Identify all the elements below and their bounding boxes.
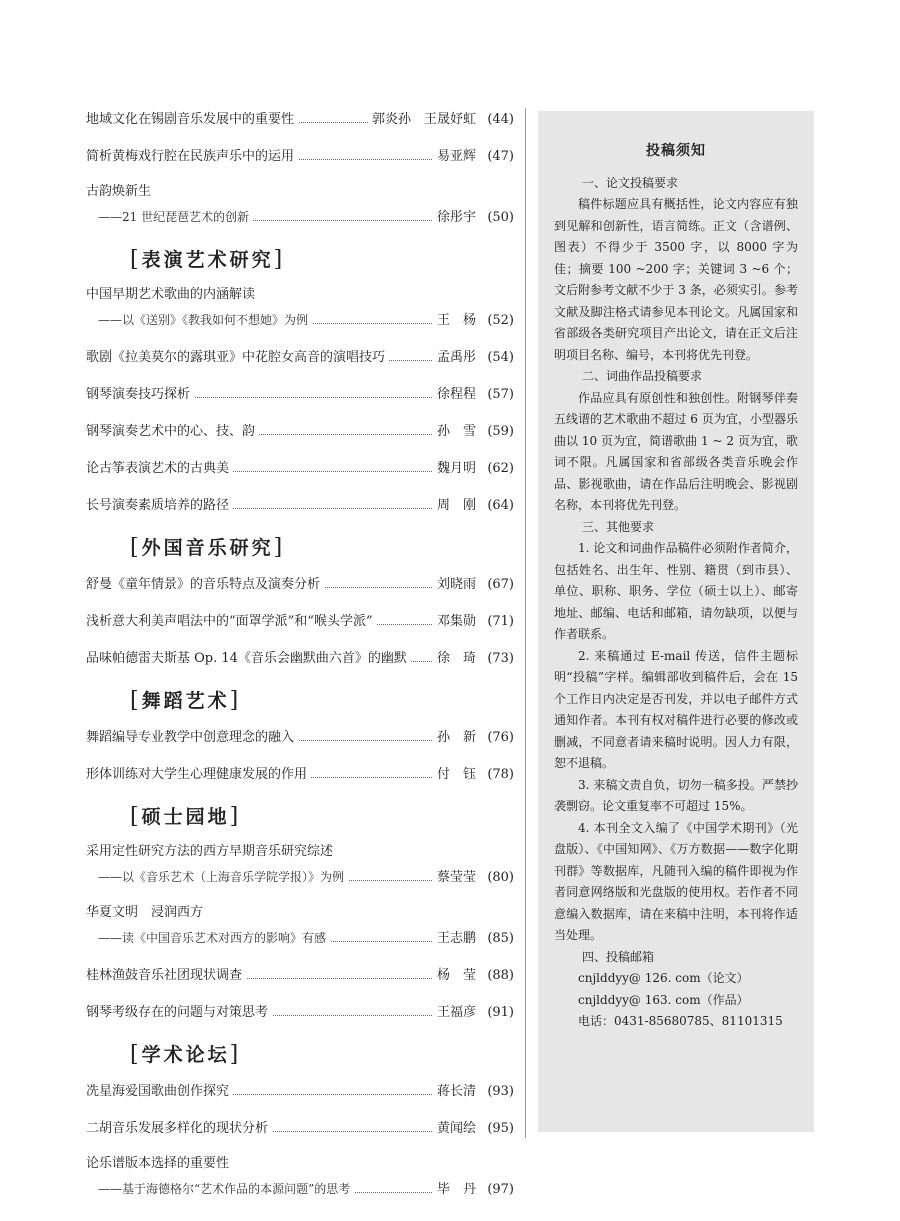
toc-entry	[86, 610, 514, 633]
entry-page-number: (95)	[487, 1121, 514, 1136]
bracket-left: [	[130, 1042, 142, 1067]
notice-body	[554, 173, 798, 1033]
bracket-right: ]	[273, 535, 286, 560]
notice-contact-line: cnjlddyy@ 126. com（论文）	[578, 971, 749, 985]
entry-title: 地域文化在锡剧音乐发展中的重要性	[86, 108, 298, 131]
column-divider	[525, 108, 526, 1138]
notice-paragraph: 作品应具有原创性和独创性。附钢琴伴奏五线谱的艺术歌曲不超过 6 页为宜，小型器乐曲以 10 页为宜，简谱歌曲 1 ~ 2 页为宜，歌词不限。凡属国家和省部级各类音乐晚会作品、影视歌曲，请在作品后注明晚会、影视剧名称，本刊将优先刊登。	[554, 390, 798, 512]
entry-page-number: (47)	[487, 149, 514, 164]
entry-author: 王 杨	[433, 309, 476, 332]
entry-title: ——以《送别》《教我如何不想她》为例	[98, 309, 312, 332]
entry-author: 易亚辉	[433, 145, 476, 168]
section-title: 表演艺术研究	[141, 249, 274, 271]
section-heading	[130, 686, 514, 716]
entry-title: 浅析意大利美声唱法中的“面罩学派”和“喉头学派”	[86, 610, 377, 633]
toc-subtitle-entry	[86, 927, 514, 950]
entry-title: 论古筝表演艺术的古典美	[86, 457, 233, 480]
section-heading	[130, 533, 514, 563]
notice-paragraph: 3. 来稿文责自负，切勿一稿多投。严禁抄袭剽窃。论文重复率不可超过 15%。	[554, 777, 798, 813]
entry-page-number: (80)	[487, 870, 514, 885]
entry-title: ——基于海德格尔“艺术作品的本源问题”的思考	[98, 1178, 354, 1201]
entry-page-number: (57)	[487, 387, 514, 402]
section-heading	[130, 1040, 514, 1070]
notice-section-heading: 二、词曲作品投稿要求	[582, 369, 703, 383]
entry-author: 蔡莹莹	[433, 866, 476, 889]
bracket-left: [	[130, 688, 142, 713]
bracket-right: ]	[229, 1042, 242, 1067]
entry-author: 周 刚	[433, 494, 476, 517]
entry-page-number: (67)	[487, 577, 514, 592]
notice-title: 投稿须知	[646, 143, 706, 159]
toc-entry	[86, 763, 514, 786]
entry-page-number: (73)	[487, 651, 514, 666]
entry-page-number: (93)	[487, 1084, 514, 1099]
toc-entry	[86, 145, 514, 168]
toc-subtitle-entry	[86, 206, 514, 229]
section-title: 舞蹈艺术	[141, 690, 230, 712]
entry-author: 孙 新	[433, 726, 476, 749]
submission-notice-box	[538, 111, 814, 1132]
toc-entry	[86, 1080, 514, 1103]
entry-title: 品味帕德雷夫斯基 Op. 14《音乐会幽默曲六首》的幽默	[86, 647, 411, 670]
entry-title: 桂林渔鼓音乐社团现状调查	[86, 964, 246, 987]
entry-author: 孟禹彤	[433, 346, 476, 369]
notice-section-heading: 四、投稿邮箱	[582, 949, 655, 964]
entry-page-number: (50)	[487, 210, 514, 225]
entry-title: 冼星海爱国歌曲创作探究	[86, 1080, 233, 1103]
entry-page-number: (62)	[487, 461, 514, 476]
entry-title: ——读《中国音乐艺术对西方的影响》有感	[98, 927, 330, 950]
entry-title: 歌剧《拉美莫尔的露琪亚》中花腔女高音的演唱技巧	[86, 346, 389, 369]
entry-author: 王志鹏	[433, 927, 476, 950]
entry-title: ——21 世纪琵琶艺术的创新	[98, 206, 253, 229]
toc-main-title: 论乐谱版本选择的重要性	[86, 1156, 230, 1171]
entry-page-number: (76)	[487, 730, 514, 745]
toc-subtitle-entry	[86, 1178, 514, 1201]
entry-title: 长号演奏素质培养的路径	[86, 494, 233, 517]
notice-paragraph: 2. 来稿通过 E-mail 传送，信件主题标明“投稿”字样。编辑部收到稿件后，会在 15 个工作日内决定是否刊发，并以电子邮件方式通知作者。本刊有权对稿件进行必要的修改或删减，不同意者请来稿时说明。因人力有限，恕不退稿。	[554, 648, 798, 770]
entry-title: ——以《音乐艺术（上海音乐学院学报）》为例	[98, 866, 348, 889]
toc-entry	[86, 964, 514, 987]
entry-title: 钢琴考级存在的问题与对策思考	[86, 1001, 272, 1024]
toc-main-title: 中国早期艺术歌曲的内涵解读	[86, 287, 256, 302]
notice-contact-line: cnjlddyy@ 163. com（作品）	[578, 992, 749, 1007]
toc-subtitle-entry	[86, 309, 514, 332]
section-title: 硕士园地	[141, 806, 230, 828]
bracket-right: ]	[229, 688, 242, 713]
toc-entry	[86, 420, 514, 443]
entry-page-number: (85)	[487, 931, 514, 946]
entry-title: 简析黄梅戏行腔在民族声乐中的运用	[86, 145, 298, 168]
entry-page-number: (97)	[487, 1182, 514, 1197]
entry-title: 二胡音乐发展多样化的现状分析	[86, 1117, 272, 1140]
bracket-right: ]	[273, 247, 286, 272]
entry-page-number: (88)	[487, 968, 514, 983]
notice-section-heading: 一、论文投稿要求	[582, 175, 679, 190]
notice-paragraph: 稿件标题应具有概括性，论文内容应有独到见解和创新性，语言简练。正文（含谱例、图表）不得少于 3500 字，以 8000 字为佳；摘要 100 ~200 字；关键词 3 ~6 个；文后附参考文献不少于 3 条，必须实引。参考文献及脚注格式请参见本刊论文。凡属国家和省部级各类研究项目产出论文，请在正文后注明项目名称、编号，本刊将优先刊登。	[554, 197, 798, 362]
entry-author: 徐彤宇	[433, 206, 476, 229]
bracket-right: ]	[229, 804, 242, 829]
entry-page-number: (54)	[487, 350, 514, 365]
toc-entry	[86, 726, 514, 749]
bracket-left: [	[130, 804, 142, 829]
toc-entry	[86, 346, 514, 369]
entry-author: 杨 莹	[433, 964, 476, 987]
entry-author: 孙 雪	[433, 420, 476, 443]
entry-page-number: (71)	[487, 614, 514, 629]
entry-page-number: (44)	[487, 112, 514, 127]
section-heading	[130, 802, 514, 832]
toc-entry	[86, 494, 514, 517]
toc-main-title: 古韵焕新生	[86, 184, 152, 199]
bracket-left: [	[130, 247, 142, 272]
entry-author: 王福彦	[433, 1001, 476, 1024]
notice-paragraph: 4. 本刊全文入编了《中国学术期刊》（光盘版）、《中国知网》、《万方数据——数字化期刊群》等数据库，凡随刊入编的稿件即视为作者同意网络版和光盘版的使用权。若作者不同意编入数据库，请在来稿中注明，本刊将作适当处理。	[554, 820, 798, 942]
entry-page-number: (78)	[487, 767, 514, 782]
entry-author: 徐 琦	[433, 647, 476, 670]
entry-author: 郭炎孙 王晟妤虹	[368, 108, 476, 131]
entry-page-number: (91)	[487, 1005, 514, 1020]
entry-author: 魏月明	[433, 457, 476, 480]
toc-entry	[86, 1001, 514, 1024]
entry-title: 钢琴演奏技巧探析	[86, 383, 194, 406]
entry-author: 蒋长清	[433, 1080, 476, 1103]
entry-title: 舒曼《童年情景》的音乐特点及演奏分析	[86, 573, 324, 596]
entry-author: 毕 丹	[433, 1178, 476, 1201]
entry-author: 邓集勋	[433, 610, 476, 633]
toc-subtitle-entry	[86, 866, 514, 889]
entry-page-number: (52)	[487, 313, 514, 328]
section-heading	[130, 245, 514, 275]
entry-author: 徐程程	[433, 383, 476, 406]
toc-entry	[86, 1117, 514, 1140]
entry-author: 刘晓雨	[433, 573, 476, 596]
section-title: 学术论坛	[141, 1044, 230, 1066]
entry-page-number: (64)	[487, 498, 514, 513]
section-title: 外国音乐研究	[141, 537, 274, 559]
notice-section-heading: 三、其他要求	[582, 519, 655, 534]
toc-entry	[86, 647, 514, 670]
toc-main-title: 华夏文明 浸润西方	[86, 905, 204, 920]
toc-entry	[86, 457, 514, 480]
entry-author: 黄闻绘	[433, 1117, 476, 1140]
entry-title: 舞蹈编导专业教学中创意理念的融入	[86, 726, 298, 749]
entry-title: 形体训练对大学生心理健康发展的作用	[86, 763, 311, 786]
toc-entry	[86, 383, 514, 406]
toc-entry	[86, 573, 514, 596]
table-of-contents	[86, 108, 514, 1215]
entry-title: 钢琴演奏艺术中的心、技、韵	[86, 420, 259, 443]
entry-author: 付 钰	[433, 763, 476, 786]
toc-entry	[86, 108, 514, 131]
notice-paragraph: 1. 论文和词曲作品稿件必须附作者简介，包括姓名、出生年、性别、籍贯（到市县）、单位、职称、职务、学位（硕士以上）、邮寄地址、邮编、电话和邮箱，请勿缺项，以便与作者联系。	[554, 541, 798, 641]
entry-page-number: (59)	[487, 424, 514, 439]
notice-contact-line: 电话：0431-85680785、81101315	[578, 1014, 783, 1028]
bracket-left: [	[130, 535, 142, 560]
toc-main-title: 采用定性研究方法的西方早期音乐研究综述	[86, 844, 334, 859]
